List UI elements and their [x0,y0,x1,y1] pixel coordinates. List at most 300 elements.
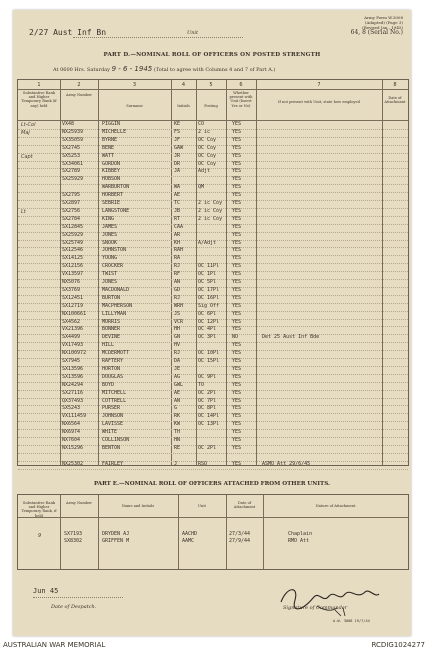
cell-initials: JF [174,136,181,143]
col-header-name: Name and Initials [121,504,155,508]
cell-surname: SNOOK [102,239,118,246]
table-row [18,255,408,263]
cell-initials: FS [174,128,181,135]
cell-present: NO [232,334,239,341]
cell-army: SX14125 [62,255,84,262]
table-row [18,461,408,469]
cell-posting: CO [198,121,205,127]
cell-army: SX13596 [62,373,84,380]
margin-note: 9 [38,533,42,539]
part-e-title: PART E.—NOMINAL ROLL OF OFFICERS ATTACHED FROM OTHER UNITS. [93,481,330,487]
margin-note: Lt-Col [21,122,36,128]
cell-army: VX48 [62,121,75,127]
cell-surname: BONNER [102,326,121,333]
cell-army: SX2789 [62,168,81,175]
cell-surname: JONES [102,279,118,285]
table-row [18,429,408,437]
cell-initials: GAW [174,144,184,151]
cell-initials: DR [174,160,181,167]
cell-army: SX3769 [62,286,81,293]
col-header-rank: Substantive Rank and Higher Temporary Rank, if held [21,501,57,518]
cell-initials: WA [174,184,181,191]
cell-present: YES [232,358,242,364]
cell-posting: OC 9Pl [198,373,217,380]
cell-present: YES [232,192,242,199]
cell-initials: RJ [174,294,181,301]
cell-surname: KING [102,215,115,222]
col-header-nature: Nature of Attachment [315,504,356,508]
cell-initials: KE [174,121,181,127]
cell-present: YES [232,263,242,270]
table-row [18,382,408,390]
cell-present: YES [232,271,242,278]
cell-army: SX7193 [64,531,83,537]
cell-army: NX24294 [62,381,84,388]
cell-initials: RAH [174,247,184,254]
cell-initials: JB [174,207,181,214]
unit-name: 2/27 Aust Inf Bn [29,28,107,37]
cell-army: SX5243 [62,405,81,412]
cell-present: YES [232,294,242,301]
cell-present: YES [232,405,242,412]
margin-note: Maj [21,129,30,136]
table-row [18,145,408,153]
cell-date: 27/3/44 [229,531,251,537]
cell-nature: Chaplain [288,531,313,537]
archive-credit: AUSTRALIAN WAR MEMORIAL [3,641,106,649]
cell-surname: MCDERMOTT [102,350,130,357]
cell-surname: BENTON [102,444,121,451]
table-row [18,184,408,192]
header-rule [18,517,408,518]
cell-posting: OC 16Pl [198,294,220,301]
cell-surname: MITCHELL [102,389,127,396]
army-form-line: Army Form W.3008 [364,15,403,20]
cell-surname: GORDON [102,160,121,167]
cell-present: YES [232,223,242,230]
unit-label: Unit [187,30,199,36]
cell-posting: 2 ic Coy [198,200,223,206]
cell-initials: RA [174,255,181,262]
document-sheet [13,10,411,636]
table-row [18,358,408,366]
table-row [18,176,408,184]
cell-surname: BYRNE [102,136,118,143]
cell-initials: HH [174,326,181,333]
cell-posting: OC Coy [198,160,217,167]
commander-signature [273,580,383,624]
cell-surname: JOHNSON [102,413,124,420]
cell-army: SX12546 [62,247,84,254]
col-number: 8 [393,82,397,88]
table-row [18,350,408,358]
cell-present: YES [232,279,242,285]
cell-surname: SEBRIE [102,200,121,206]
cell-present: YES [232,437,242,443]
cell-surname: HORTON [102,365,121,372]
col-number: 7 [317,82,321,88]
cell-unit: AACHD [182,531,198,537]
cell-army: QX37493 [62,397,84,404]
table-row [18,224,408,232]
cell-posting: OC Coy [198,144,217,151]
col-header-present: Whether present with Unit (Insert Yes or No) [229,91,253,108]
table-row [18,129,408,137]
cell-name: DRYDEN AJ [102,531,130,537]
table-row [18,168,408,176]
cell-surname: PIGGIN [102,121,121,127]
cell-posting: OC Coy [198,136,217,143]
table-row [18,121,408,129]
cell-army: SX4499 [62,334,81,341]
col-number: 1 [37,82,41,88]
cell-unit: AAMC [182,538,195,544]
cell-initials: TC [174,200,181,206]
table-row [18,437,408,445]
cell-name: GRIFFEN M [102,538,130,544]
cell-army: SX25749 [62,239,84,246]
cell-army: VX21396 [62,326,84,333]
cell-army: SX13596 [62,365,84,372]
cell-initials: GWL [174,381,184,388]
cell-posting: OC 17Pl [198,286,220,293]
cell-present: YES [232,286,242,293]
unit-underline [73,37,243,38]
serial-number: 64, 8 (Serial No.) [350,29,403,36]
cell-surname: DEVINE [102,334,121,341]
army-form-line: (Revised Jan., 1945) [362,25,403,30]
cell-initials: HV [174,342,181,349]
cell-present: YES [232,215,242,222]
cell-posting: OC 14Pl [198,413,220,420]
cell-present: YES [232,397,242,404]
table-row [18,366,408,374]
table-row [18,232,408,240]
cell-army: NX6974 [62,429,81,436]
cell-surname: KIBBEY [102,168,121,175]
col-header-employment: If not present with Unit, state how employed [278,100,360,104]
cell-initials: GD [174,286,181,293]
table-row [18,421,408,429]
table-row [18,334,408,342]
table-row [18,240,408,248]
cell-initials: KH [174,239,181,246]
cell-present: YES [232,413,242,420]
table-row [18,279,408,287]
cell-posting: OC 6Pl [198,310,217,317]
cell-surname: FAIRLEY [102,460,124,467]
cell-army: SX7945 [62,358,81,364]
col-number: 2 [77,82,81,88]
cell-present: YES [232,255,242,262]
cell-present: YES [232,144,242,151]
cell-surname: WHITE [102,429,118,436]
date-prefix: At 0600 Hrs. Saturday [53,67,110,73]
cell-posting: OC 3Pl [198,334,217,341]
table-row [18,216,408,224]
cell-surname: MICHELLE [102,128,127,135]
cell-army: SX34061 [62,160,84,167]
archive-footer [0,639,428,654]
cell-army: NX6564 [62,421,81,428]
cell-posting: RSO [198,460,208,467]
cell-surname: HORBERT [102,192,124,199]
cell-army: SX5253 [62,152,81,159]
col-header-date: Date of Attachment [233,501,256,510]
cell-surname: MORRIS [102,318,121,325]
cell-present: YES [232,326,242,333]
cell-posting: 2 ic Coy [198,215,223,222]
cell-initials: RT [174,215,181,222]
table-row [18,390,408,398]
table-row [18,200,408,208]
cell-present: YES [232,136,242,143]
date-suffix: (Total to agree with Columns 4 and 7 of Part A.) [153,67,276,73]
cell-present: YES [232,207,242,214]
cell-initials: TH [174,429,181,436]
cell-posting: A/Adjt [198,239,217,246]
cell-posting: OC Coy [198,152,217,159]
col-header-posting: Posting [204,104,218,108]
cell-date: 27/9/44 [229,538,251,544]
cell-army: SX2784 [62,215,81,222]
cell-initials: RJ [174,350,181,357]
table-row [18,208,408,216]
cell-surname: RAFTERY [102,358,124,364]
cell-present: YES [232,342,242,349]
cell-surname: BENE [102,144,115,151]
cell-army: SX2745 [62,144,81,151]
cell-initials: KW [174,421,181,428]
cell-surname: CROCKER [102,263,124,270]
table-row [18,263,408,271]
cell-posting: OC 1Pl [198,271,217,278]
cell-posting: OC 11Pl [198,263,220,270]
army-form-block [351,15,403,35]
cell-posting: OC 10Pl [198,350,220,357]
table-row [18,247,408,255]
cell-present: YES [232,160,242,167]
margin-note: Lt [21,208,26,215]
despatch-underline [33,597,123,598]
cell-posting: 2 ic Coy [198,207,223,214]
date-line [53,65,275,73]
cell-posting: TO [198,381,205,388]
cell-surname: WARBURTON [102,184,130,191]
cell-present: YES [232,239,242,246]
cell-army: SX12719 [62,302,84,309]
cell-initials: J [174,460,178,467]
cell-present: YES [232,200,242,206]
cell-surname: JAMES [102,223,118,230]
cell-note: ASMO Att 29/6/45 [262,460,311,467]
cell-present: YES [232,429,242,436]
cell-army: SX12156 [62,263,84,270]
cell-army: SX8302 [64,538,83,544]
cell-army: NX7604 [62,437,81,443]
cell-surname: LANGSTONE [102,207,130,214]
cell-initials: AN [174,397,181,404]
cell-posting: QM [198,184,205,191]
cell-surname: LILLYMAN [102,310,127,317]
cell-army: SX2795 [62,192,81,199]
cell-posting: OC 15Pl [198,358,220,364]
table-row [18,326,408,334]
cell-initials: JS [174,310,181,317]
cell-surname: MACDONALD [102,286,130,293]
cell-nature: RMO Att [288,538,310,544]
cell-surname: MACPHERSON [102,302,133,309]
cell-army: NX25939 [62,128,84,135]
col-number: 3 [132,82,137,88]
cell-present: YES [232,302,242,309]
col-header-army-number: Army Number [66,93,92,97]
cell-posting: OC 13Pl [198,421,220,428]
cell-army: VX13597 [62,271,84,278]
cell-surname: LAVISSE [102,421,124,428]
cell-posting: 2 ic [198,128,211,135]
cell-posting: OC 2Pl [198,444,217,451]
cell-army: NX15296 [62,444,84,451]
part-d-title: PART D.—NOMINAL ROLL OF OFFICERS ON POSTED STRENGTH [103,52,321,58]
cell-present: YES [232,381,242,388]
cell-posting: OC 7Pl [198,397,217,404]
archive-reference: RCDIG1024277 [371,641,425,649]
cell-surname: YOUNG [102,255,118,262]
cell-initials: DA [174,358,181,364]
col-header-surname: Surname [126,104,143,108]
despatch-label: Date of Despatch. [51,604,97,610]
cell-army: NX25302 [62,460,84,467]
part-d-table [17,79,409,466]
cell-initials: GN [174,334,181,341]
cell-surname: WATT [102,152,115,159]
cell-army: NX5076 [62,279,81,285]
cell-surname: HOBSON [102,176,121,183]
cell-surname: JOHNSTON [102,247,127,254]
cell-present: YES [232,176,242,183]
table-row [18,413,408,421]
cell-initials: AN [174,279,181,285]
row-rule [18,469,408,470]
cell-posting: OC 5Pl [198,279,217,285]
col-header-attachment-date: Date of Attachment [384,96,406,105]
cell-initials: CAA [174,223,184,230]
table-row [18,271,408,279]
table-row [18,405,408,413]
cell-initials: HN [174,437,181,443]
cell-army: SX25929 [62,231,84,238]
cell-army: NX100972 [62,350,87,357]
table-row [18,303,408,311]
cell-posting: OC 12Pl [198,318,220,325]
table-row [18,153,408,161]
cell-present: YES [232,121,242,127]
cell-present: YES [232,373,242,380]
table-row [18,531,408,538]
cell-initials: JE [174,365,181,372]
cell-army: SX12451 [62,294,84,301]
cell-army: NX100661 [62,310,87,317]
cell-initials: AE [174,389,181,396]
col-header-unit: Unit [198,504,206,508]
cell-present: YES [232,310,242,317]
table-row [18,311,408,319]
cell-surname: COLLINSON [102,437,130,443]
cell-initials: VCR [174,318,184,325]
table-row [18,398,408,406]
cell-surname: JONES [102,231,118,238]
cell-present: YES [232,184,242,191]
cell-present: YES [232,231,242,238]
cell-posting: Sig Off [198,302,220,309]
cell-present: YES [232,318,242,325]
cell-army: VX17493 [62,342,84,349]
cell-army: SX35059 [62,136,84,143]
cell-present: YES [232,152,242,159]
col-number: 6 [239,82,243,88]
cell-army: SX2756 [62,207,81,214]
table-row [18,319,408,327]
header-rule [18,89,408,90]
cell-initials: RE [174,444,181,451]
cell-army: SX4562 [62,318,81,325]
col-number: 5 [209,82,213,88]
table-row [18,538,408,545]
cell-army: SX2897 [62,200,81,206]
col-header-army-number: Army Number [66,501,92,505]
army-form-line: (Adapted) (Page 3) [364,20,403,25]
part-e-table [17,494,409,570]
cell-initials: RJ [174,263,181,270]
cell-initials: JA [174,168,181,175]
cell-initials: JR [174,152,181,159]
cell-present: YES [232,389,242,396]
form-code: A.W. 3008 19/7/44 [333,619,370,623]
cell-surname: BURTON [102,294,121,301]
cell-present: YES [232,421,242,428]
margin-note: Capt [21,153,33,160]
cell-initials: WRH [174,302,184,309]
cell-posting: OC 2Pl [198,389,217,396]
cell-present: YES [232,365,242,372]
table-row [18,287,408,295]
cell-note: Det 25 Aust Inf Bde [262,334,320,341]
cell-surname: PURSER [102,405,121,412]
cell-present: YES [232,350,242,357]
table-row [18,137,408,145]
table-row [18,192,408,200]
cell-present: YES [232,168,242,175]
cell-surname: TWIST [102,271,118,278]
col-header-initials: Initials [177,104,190,108]
col-number: 4 [181,82,186,88]
table-row [18,342,408,350]
cell-initials: AR [174,231,181,238]
cell-army: SX25929 [62,176,84,183]
signature-label: Signature of Commander [283,605,348,611]
cell-initials: AE [174,192,181,199]
cell-present: YES [232,460,242,467]
cell-army: SX12845 [62,223,84,230]
cell-posting: OC 4Pl [198,326,217,333]
cell-posting: Adjt [198,168,211,175]
cell-army: SX27116 [62,389,84,396]
col-header-rank: Substantive Rank and Higher Temporary Rank (if any) held [21,91,57,108]
cell-present: YES [232,128,242,135]
date-handwritten: 9 - 6 - 19 [111,65,144,73]
despatch-date: Jun 45 [33,587,59,595]
